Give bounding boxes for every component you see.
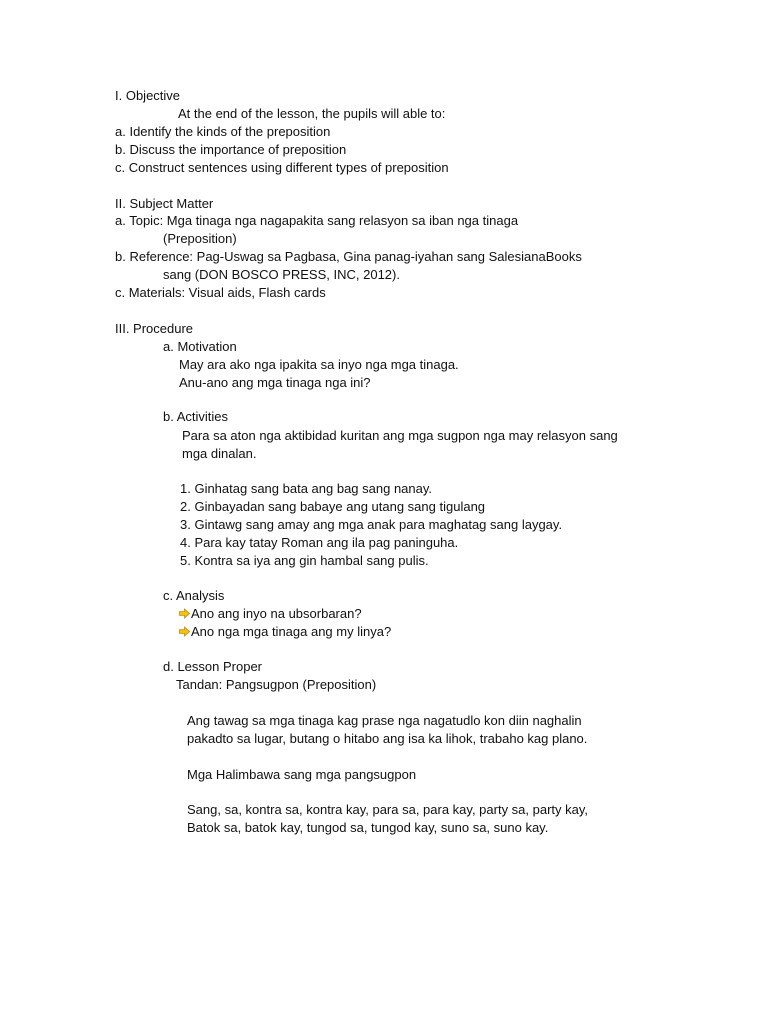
subject-reference-continued: sang (DON BOSCO PRESS, INC, 2012). xyxy=(163,267,400,282)
motivation-title: a. Motivation xyxy=(163,339,237,354)
activity-item: 2. Ginbayadan sang babaye ang utang sang tigulang xyxy=(180,499,486,514)
activity-item: 4. Para kay tatay Roman ang ila pag paninguha. xyxy=(180,535,459,550)
analysis-question-text: Ano ang inyo na ubsorbaran? xyxy=(191,606,362,621)
subject-topic-continued: (Preposition) xyxy=(163,231,237,246)
subject-reference: b. Reference: Pag-Uswag sa Pagbasa, Gina panag-iyahan sang SalesianaBooks xyxy=(115,249,582,264)
motivation-line: May ara ako nga ipakita sa inyo nga mga tinaga. xyxy=(179,357,459,372)
arrow-right-icon xyxy=(179,626,190,637)
subject-matter-heading: II. Subject Matter xyxy=(115,196,214,211)
analysis-title: c. Analysis xyxy=(163,588,225,603)
objective-heading: I. Objective xyxy=(115,88,181,103)
activities-instruction: mga dinalan. xyxy=(182,446,257,461)
activity-item: 3. Gintawg sang amay ang mga anak para maghatag sang laygay. xyxy=(180,517,563,532)
procedure-heading: III. Procedure xyxy=(115,321,194,336)
analysis-question xyxy=(179,605,362,623)
objective-item: b. Discuss the importance of preposition xyxy=(115,142,347,157)
arrow-right-icon xyxy=(179,608,190,619)
examples-title: Mga Halimbawa sang mga pangsugpon xyxy=(187,767,417,782)
objective-item: c. Construct sentences using different types of preposition xyxy=(115,160,449,175)
analysis-question-text: Ano nga mga tinaga ang my linya? xyxy=(191,624,392,639)
motivation-line: Anu-ano ang mga tinaga nga ini? xyxy=(179,375,371,390)
subject-topic: a. Topic: Mga tinaga nga nagapakita sang relasyon sa iban nga tinaga xyxy=(115,213,519,228)
objective-intro: At the end of the lesson, the pupils will able to: xyxy=(178,106,446,121)
lesson-definition: Ang tawag sa mga tinaga kag prase nga nagatudlo kon diin naghalin xyxy=(187,713,582,728)
activity-item: 5. Kontra sa iya ang gin hambal sang pulis. xyxy=(180,553,429,568)
activities-title: b. Activities xyxy=(163,409,229,424)
activity-item: 1. Ginhatag sang bata ang bag sang nanay. xyxy=(180,481,433,496)
subject-materials: c. Materials: Visual aids, Flash cards xyxy=(115,285,326,300)
lesson-definition: pakadto sa lugar, butang o hitabo ang isa ka lihok, trabaho kag plano. xyxy=(187,731,588,746)
examples-line: Sang, sa, kontra sa, kontra kay, para sa, para kay, party sa, party kay, xyxy=(187,802,589,817)
lesson-proper-tandan: Tandan: Pangsugpon (Preposition) xyxy=(176,677,377,692)
activities-instruction: Para sa aton nga aktibidad kuritan ang mga sugpon nga may relasyon sang xyxy=(182,428,618,443)
objective-item: a. Identify the kinds of the preposition xyxy=(115,124,331,139)
lesson-proper-title: d. Lesson Proper xyxy=(163,659,263,674)
examples-line: Batok sa, batok kay, tungod sa, tungod kay, suno sa, suno kay. xyxy=(187,820,549,835)
analysis-question xyxy=(179,623,391,641)
